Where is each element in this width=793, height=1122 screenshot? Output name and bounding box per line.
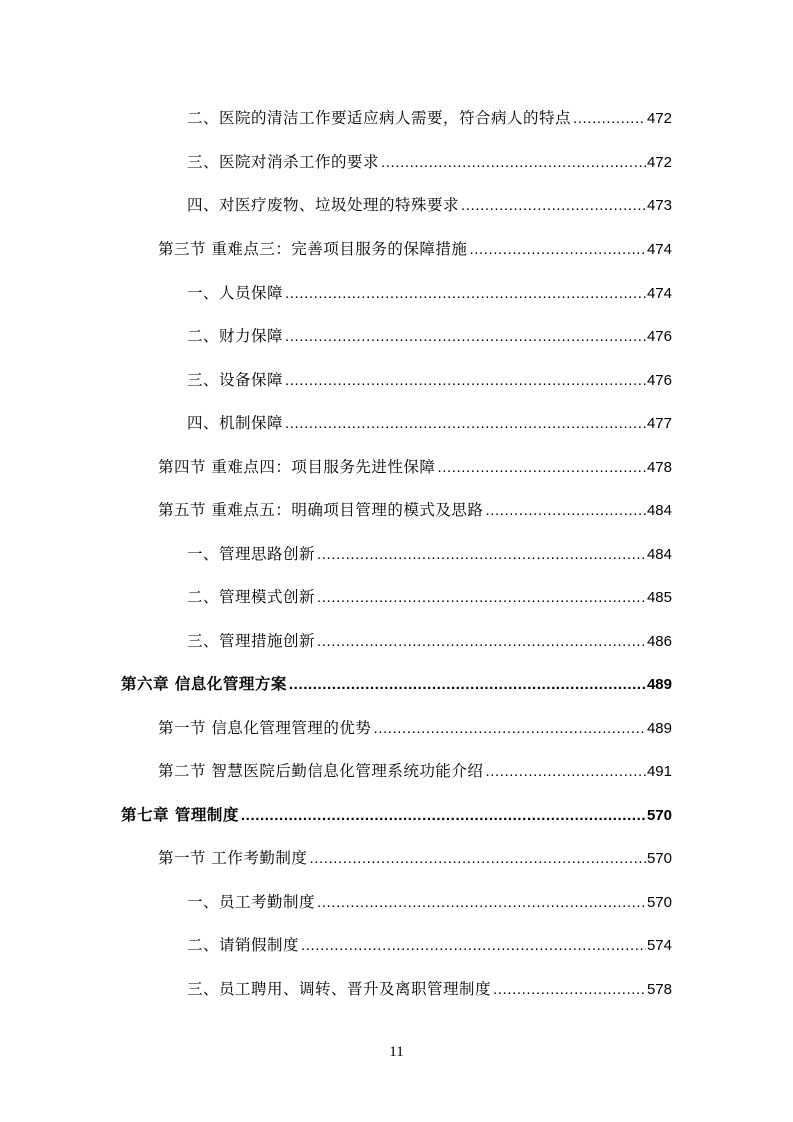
toc-entry[interactable] (187, 323, 672, 349)
toc-entry-page: 484 (646, 546, 672, 563)
toc-leader-dots (573, 106, 646, 132)
toc-leader-dots (381, 150, 646, 176)
toc-leader-dots (309, 846, 646, 872)
toc-entry[interactable] (187, 976, 672, 1002)
toc-entry-title: 一、管理思路创新 (187, 545, 316, 563)
toc-entry-page: 570 (646, 850, 672, 867)
toc-entry-title: 第三节 重难点三：完善项目服务的保障措施 (158, 240, 468, 258)
toc-entry-page: 484 (646, 502, 672, 519)
toc-entry-title: 第七章 管理制度 (121, 806, 239, 824)
toc-entry[interactable] (187, 628, 672, 654)
toc-entry-title: 第五节 重难点五：明确项目管理的模式及思路 (158, 501, 484, 519)
toc-entry-title: 第六章 信息化管理方案 (121, 675, 287, 693)
toc-entry-page: 489 (646, 676, 672, 693)
toc-entry-page: 474 (646, 285, 672, 302)
toc-entry-title: 第一节 信息化管理管理的优势 (158, 719, 372, 737)
toc-leader-dots (469, 237, 646, 263)
toc-leader-dots (437, 455, 646, 481)
toc-entry-page: 570 (646, 894, 672, 911)
toc-entry-page: 478 (646, 459, 672, 476)
toc-entry-title: 一、人员保障 (187, 284, 284, 302)
toc-entry[interactable] (187, 367, 672, 393)
toc-leader-dots (485, 759, 646, 785)
toc-leader-dots (285, 281, 646, 307)
toc-entry[interactable] (187, 149, 672, 175)
toc-leader-dots (301, 933, 646, 959)
toc-leader-dots (241, 803, 646, 829)
toc-entry-page: 574 (646, 937, 672, 954)
toc-entry-page: 485 (646, 589, 672, 606)
toc-entry-title: 二、财力保障 (187, 327, 284, 345)
toc-entry-page: 472 (646, 110, 672, 127)
toc-entry-page: 476 (646, 372, 672, 389)
toc-entry-page: 472 (646, 154, 672, 171)
toc-leader-dots (317, 542, 646, 568)
toc-entry[interactable] (158, 758, 672, 784)
toc-leader-dots (285, 368, 646, 394)
toc-entry-page: 477 (646, 415, 672, 432)
toc-entry[interactable] (158, 454, 672, 480)
toc-leader-dots (373, 716, 646, 742)
toc-entry[interactable] (158, 715, 672, 741)
toc-entry[interactable] (187, 889, 672, 915)
toc-entry-page: 570 (646, 807, 672, 824)
toc-entry[interactable] (187, 105, 672, 131)
toc-entry-title: 二、管理模式创新 (187, 588, 316, 606)
toc-entry[interactable] (158, 497, 672, 523)
toc-entry[interactable] (187, 584, 672, 610)
toc-entry-page: 473 (646, 197, 672, 214)
toc-entry-title: 第一节 工作考勤制度 (158, 849, 308, 867)
toc-entry-title: 三、员工聘用、调转、晋升及离职管理制度 (187, 980, 492, 998)
toc-entry-title: 四、对医疗废物、垃圾处理的特殊要求 (187, 196, 460, 214)
toc-entry-title: 三、设备保障 (187, 371, 284, 389)
toc-entry-title: 三、管理措施创新 (187, 632, 316, 650)
toc-chapter-entry[interactable] (121, 671, 672, 697)
page-number: 11 (389, 1044, 404, 1060)
toc-leader-dots (285, 411, 646, 437)
toc-leader-dots (461, 193, 646, 219)
toc-entry-title: 第四节 重难点四：项目服务先进性保障 (158, 458, 436, 476)
toc-entry[interactable] (187, 541, 672, 567)
toc-entry-title: 二、医院的清洁工作要适应病人需要，符合病人的特点 (187, 109, 572, 127)
toc-entry-page: 476 (646, 328, 672, 345)
toc-entry-title: 一、员工考勤制度 (187, 893, 316, 911)
toc-entry[interactable] (158, 236, 672, 262)
toc-entry-title: 第二节 智慧医院后勤信息化管理系统功能介绍 (158, 762, 484, 780)
toc-entry-page: 489 (646, 720, 672, 737)
toc-entry[interactable] (158, 845, 672, 871)
toc-leader-dots (485, 498, 646, 524)
toc-entry[interactable] (187, 932, 672, 958)
toc-leader-dots (285, 324, 646, 350)
toc-leader-dots (493, 977, 646, 1003)
toc-entry[interactable] (187, 192, 672, 218)
toc-leader-dots (317, 585, 646, 611)
toc-leader-dots (317, 629, 646, 655)
toc-entry[interactable] (187, 280, 672, 306)
toc-entry-title: 三、医院对消杀工作的要求 (187, 153, 380, 171)
toc-entry[interactable] (187, 410, 672, 436)
toc-entry-page: 486 (646, 633, 672, 650)
toc-entry-page: 491 (646, 763, 672, 780)
toc-leader-dots (317, 890, 646, 916)
toc-entry-page: 578 (646, 981, 672, 998)
toc-entry-title: 二、请销假制度 (187, 936, 300, 954)
toc-chapter-entry[interactable] (121, 802, 672, 828)
toc-entry-title: 四、机制保障 (187, 414, 284, 432)
toc-entry-page: 474 (646, 241, 672, 258)
toc-leader-dots (289, 672, 646, 698)
